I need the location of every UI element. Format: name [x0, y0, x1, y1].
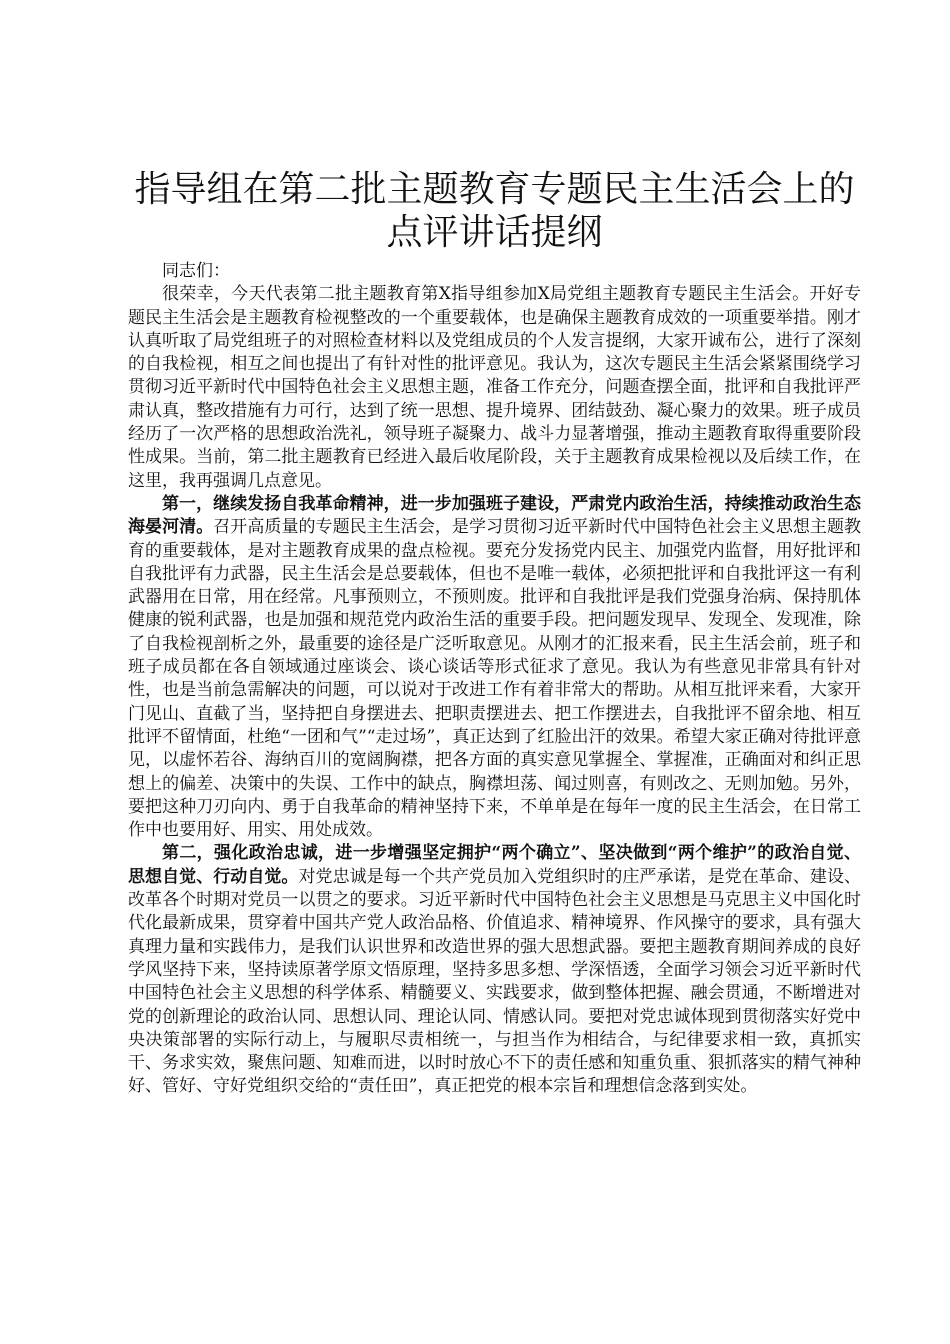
- document-page: [128, 168, 861, 1099]
- point-2-heading: 第二，强化政治忠诚，进一步增强坚定拥护“两个确立”、坚决做到“两个维护”的政治自觉、思想自觉、行动自觉。: [128, 843, 861, 887]
- document-title: [128, 168, 861, 254]
- title-line-1: 指导组在第二批主题教育专题民主生活会上的: [134, 169, 855, 210]
- point-1-body: 召开高质量的专题民主生活会，是学习贯彻习近平新时代中国特色社会主义思想主题教育的重要载体，是对主题教育成果的盘点检视。要充分发扬党内民主、加强党内监督，用好批评和自我批评有力武器，民主生活会是总要载体，但也不是唯一载体，必须把批评和自我批评这一有利武器用在日常，用在经常。凡事预则立，不预则废。批评和自我批评是我们党强身治病、保持肌体健康的锐利武器，也是加强和规范党内政治生活的重要手段。把问题发现早、发现全、发现准，除了自我检视剖析之外，最重要的途径是广泛听取意见。从刚才的汇报来看，民主生活会前，班子和班子成员都在各自领域通过座谈会、谈心谈话等形式征求了意见。我认为有些意见非常具有针对性，也是当前急需解决的问题，可以说对于改进工作有着非常大的帮助。从相互批评来看，大家开门见山、直截了当，坚持把自身摆进去、把职责摆进去、把工作摆进去，自我批评不留余地、相互批评不留情面，杜绝“一团和气”“走过场”，真正达到了红脸出汗的效果。希望大家正确对待批评意见，以虚怀若谷、海纳百川的宽阔胸襟，把各方面的真实意见掌握全、掌握准，正确面对和纠正思想上的偏差、决策中的失误、工作中的缺点，胸襟坦荡、闻过则喜，有则改之、无则加勉。另外，要把这种刀刃向内、勇于自我革命的精神坚持下来，不单单是在每年一度的民主生活会，在日常工作中也要用好、用实、用处成效。: [128, 517, 862, 841]
- point-1-paragraph: [128, 493, 861, 842]
- title-line-2: 点评讲话提纲: [386, 212, 603, 253]
- point-2-paragraph: [128, 842, 861, 1098]
- salutation: 同志们：: [162, 261, 230, 281]
- point-2-body: 对党忠诚是每一个共产党员加入党组织时的庄严承诺，是党在革命、建设、改革各个时期对党员一以贯之的要求。习近平新时代中国特色社会主义思想是马克思主义中国化时代化最新成果，贯穿着中国共产党人政治品格、价值追求、精神境界、作风操守的要求，具有强大真理力量和实践伟力，是我们认识世界和改造世界的强大思想武器。要把主题教育期间养成的良好学风坚持下来，坚持读原著学原文悟原理，坚持多思多想、学深悟透，全面学习领会习近平新时代中国特色社会主义思想的科学体系、精髓要义、实践要求，做到整体把握、融会贯通，不断增进对党的创新理论的政治认同、思想认同、理论认同、情感认同。要把对党忠诚体现到贯彻落实好党中央决策部署的实际行动上，与履职尽责相统一，与担当作为相结合，与纪律要求相一致，真抓实干、务求实效，聚焦问题、知难而进，以时时放心不下的责任感和知重负重、狠抓落实的精气神种好、管好、守好党组织交给的“责任田”，真正把党的根本宗旨和理想信念落到实处。: [128, 866, 862, 1097]
- point-1-heading: 第一，继续发扬自我革命精神，进一步加强班子建设，严肃党内政治生活，持续推动政治生态海晏河清。: [128, 493, 861, 538]
- intro-paragraph: 很荣幸，今天代表第二批主题教育第X指导组参加X局党组主题教育专题民主生活会。开好专题民主生活会是主题教育检视整改的一个重要载体，也是确保主题教育成效的一项重要举措。刚才认真听取了局党组班子的对照检查材料以及党组成员的个人发言提纲，大家开诚布公，进行了深刻的自我检视，相互之间也提出了有针对性的批评意见。我认为，这次专题民主生活会紧紧围绕学习贯彻习近平新时代中国特色社会主义思想主题，准备工作充分，问题查摆全面，批评和自我批评严肃认真，整改措施有力可行，达到了统一思想、提升境界、团结鼓劲、凝心聚力的效果。班子成员经历了一次严格的思想政治洗礼，领导班子凝聚力、战斗力显著增强，推动主题教育取得重要阶段性成果。当前，第二批主题教育已经进入最后收尾阶段，关于主题教育成果检视以及后续工作，在这里，我再强调几点意见。: [128, 284, 861, 491]
